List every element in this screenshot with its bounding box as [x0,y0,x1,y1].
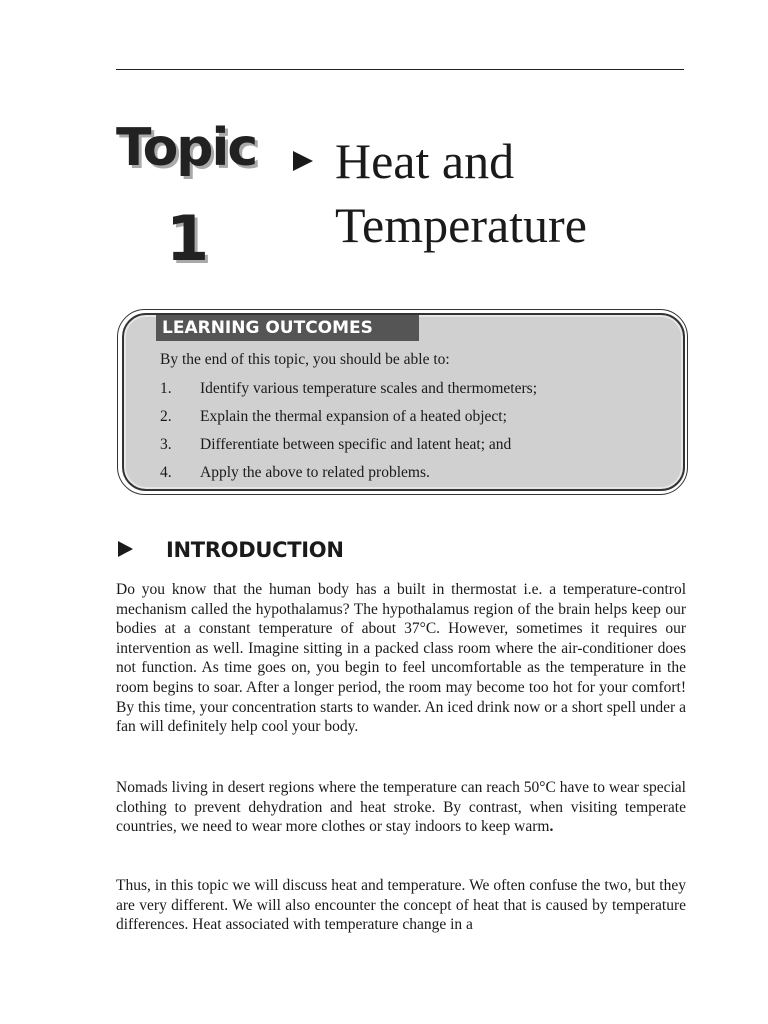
section-arrow-icon [118,541,133,557]
item-text: Differentiate between specific and latent heat; and [200,436,512,453]
item-number: 1. [160,380,172,397]
item-text: Apply the above to related problems. [200,464,430,481]
item-number: 3. [160,436,172,453]
topic-title-line-2: Temperature [335,197,587,253]
item-number: 4. [160,464,172,481]
item-number: 2. [160,408,172,425]
paragraph-text: Nomads living in desert regions where the temperature can reach 50°C have to wear special clothing to prevent dehydration and heat stroke. By contrast, when visiting temperate countries, we need to wear more clothes or stay indoors to keep warm [116,779,686,836]
item-text: Explain the thermal expansion of a heated object; [200,408,507,425]
paragraph-end-period: . [549,818,554,836]
title-arrow-icon [293,151,313,171]
body-paragraph: Do you know that the human body has a built in thermostat i.e. a temperature-control mechanism called the hypothalamus? The hypothalamus region of the brain helps keep our bodies at a constant temperature of about 37°C. However, sometimes it requires our intervention as well. Imagine sitting in a packed class room where the air-conditioner does not function. As time goes on, you begin to feel uncomfortable as the temperature in the room begins to soar. After a longer period, the room may become too hot for your comfort! By this time, your concentration starts to wander. An iced drink now or a short spell under a fan will definitely help cool your body. [116,581,686,736]
learning-outcomes-intro: By the end of this topic, you should be able to: [160,351,450,368]
topic-label: Topic [116,118,257,178]
top-rule [116,69,684,70]
topic-number: 1 [166,202,210,275]
body-paragraph: Thus, in this topic we will discuss heat and temperature. We often confuse the two, but they are very different. We will also encounter the concept of heat that is caused by temperature differences. Heat associated with temperature change in a [116,877,686,934]
item-text: Identify various temperature scales and thermometers; [200,380,537,397]
learning-outcomes-label: LEARNING OUTCOMES [156,315,419,341]
section-heading-introduction: INTRODUCTION [166,538,344,562]
topic-title-line-1: Heat and [335,133,515,189]
body-paragraph [116,778,686,837]
